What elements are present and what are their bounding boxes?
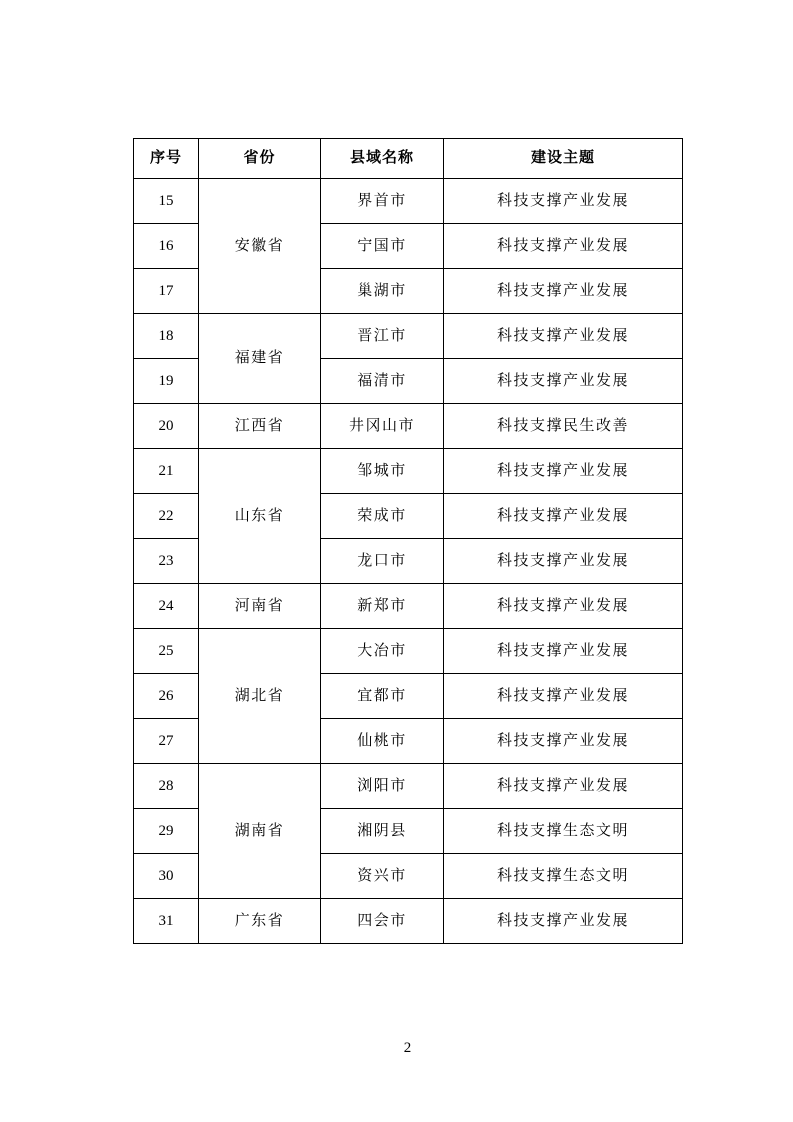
- table-row: [134, 179, 683, 224]
- seq-cell: 29: [134, 809, 199, 854]
- seq-cell: 21: [134, 449, 199, 494]
- table-header-row: [134, 139, 683, 179]
- seq-cell: 16: [134, 224, 199, 269]
- theme-cell: 科技支撑产业发展: [444, 899, 683, 944]
- county-cell: 晋江市: [321, 314, 444, 359]
- table-row: [134, 764, 683, 809]
- table-row: [134, 584, 683, 629]
- county-cell: 新郑市: [321, 584, 444, 629]
- theme-cell: 科技支撑产业发展: [444, 179, 683, 224]
- county-cell: 浏阳市: [321, 764, 444, 809]
- county-cell: 大冶市: [321, 629, 444, 674]
- seq-cell: 22: [134, 494, 199, 539]
- seq-cell: 26: [134, 674, 199, 719]
- seq-cell: 17: [134, 269, 199, 314]
- header-county: 县域名称: [321, 139, 444, 179]
- table-row: [134, 899, 683, 944]
- seq-cell: 30: [134, 854, 199, 899]
- page-number: 2: [403, 1040, 412, 1056]
- theme-cell: 科技支撑产业发展: [444, 224, 683, 269]
- theme-cell: 科技支撑生态文明: [444, 854, 683, 899]
- header-seq: 序号: [134, 139, 199, 179]
- theme-cell: 科技支撑产业发展: [444, 359, 683, 404]
- county-cell: 资兴市: [321, 854, 444, 899]
- county-cell: 界首市: [321, 179, 444, 224]
- seq-cell: 24: [134, 584, 199, 629]
- theme-cell: 科技支撑产业发展: [444, 494, 683, 539]
- county-cell: 荣成市: [321, 494, 444, 539]
- table-row: [134, 449, 683, 494]
- header-province: 省份: [199, 139, 321, 179]
- county-cell: 巢湖市: [321, 269, 444, 314]
- county-cell: 四会市: [321, 899, 444, 944]
- province-cell: 山东省: [199, 449, 321, 584]
- theme-cell: 科技支撑产业发展: [444, 674, 683, 719]
- province-cell: 福建省: [199, 314, 321, 404]
- county-cell: 湘阴县: [321, 809, 444, 854]
- theme-cell: 科技支撑产业发展: [444, 629, 683, 674]
- county-cell: 邹城市: [321, 449, 444, 494]
- theme-cell: 科技支撑产业发展: [444, 539, 683, 584]
- county-cell: 仙桃市: [321, 719, 444, 764]
- theme-cell: 科技支撑产业发展: [444, 269, 683, 314]
- county-cell: 宁国市: [321, 224, 444, 269]
- county-cell: 井冈山市: [321, 404, 444, 449]
- province-cell: 江西省: [199, 404, 321, 449]
- province-cell: 河南省: [199, 584, 321, 629]
- seq-cell: 20: [134, 404, 199, 449]
- county-list-table: [133, 138, 683, 944]
- theme-cell: 科技支撑产业发展: [444, 449, 683, 494]
- seq-cell: 18: [134, 314, 199, 359]
- seq-cell: 28: [134, 764, 199, 809]
- seq-cell: 27: [134, 719, 199, 764]
- theme-cell: 科技支撑生态文明: [444, 809, 683, 854]
- table-row: [134, 629, 683, 674]
- table-row: [134, 314, 683, 359]
- seq-cell: 23: [134, 539, 199, 584]
- table-row: [134, 404, 683, 449]
- province-cell: 湖南省: [199, 764, 321, 899]
- seq-cell: 15: [134, 179, 199, 224]
- province-cell: 湖北省: [199, 629, 321, 764]
- province-cell: 安徽省: [199, 179, 321, 314]
- header-theme: 建设主题: [444, 139, 683, 179]
- seq-cell: 31: [134, 899, 199, 944]
- county-cell: 龙口市: [321, 539, 444, 584]
- theme-cell: 科技支撑产业发展: [444, 719, 683, 764]
- county-cell: 宜都市: [321, 674, 444, 719]
- seq-cell: 19: [134, 359, 199, 404]
- seq-cell: 25: [134, 629, 199, 674]
- theme-cell: 科技支撑产业发展: [444, 764, 683, 809]
- theme-cell: 科技支撑产业发展: [444, 314, 683, 359]
- theme-cell: 科技支撑产业发展: [444, 584, 683, 629]
- county-cell: 福清市: [321, 359, 444, 404]
- province-cell: 广东省: [199, 899, 321, 944]
- theme-cell: 科技支撑民生改善: [444, 404, 683, 449]
